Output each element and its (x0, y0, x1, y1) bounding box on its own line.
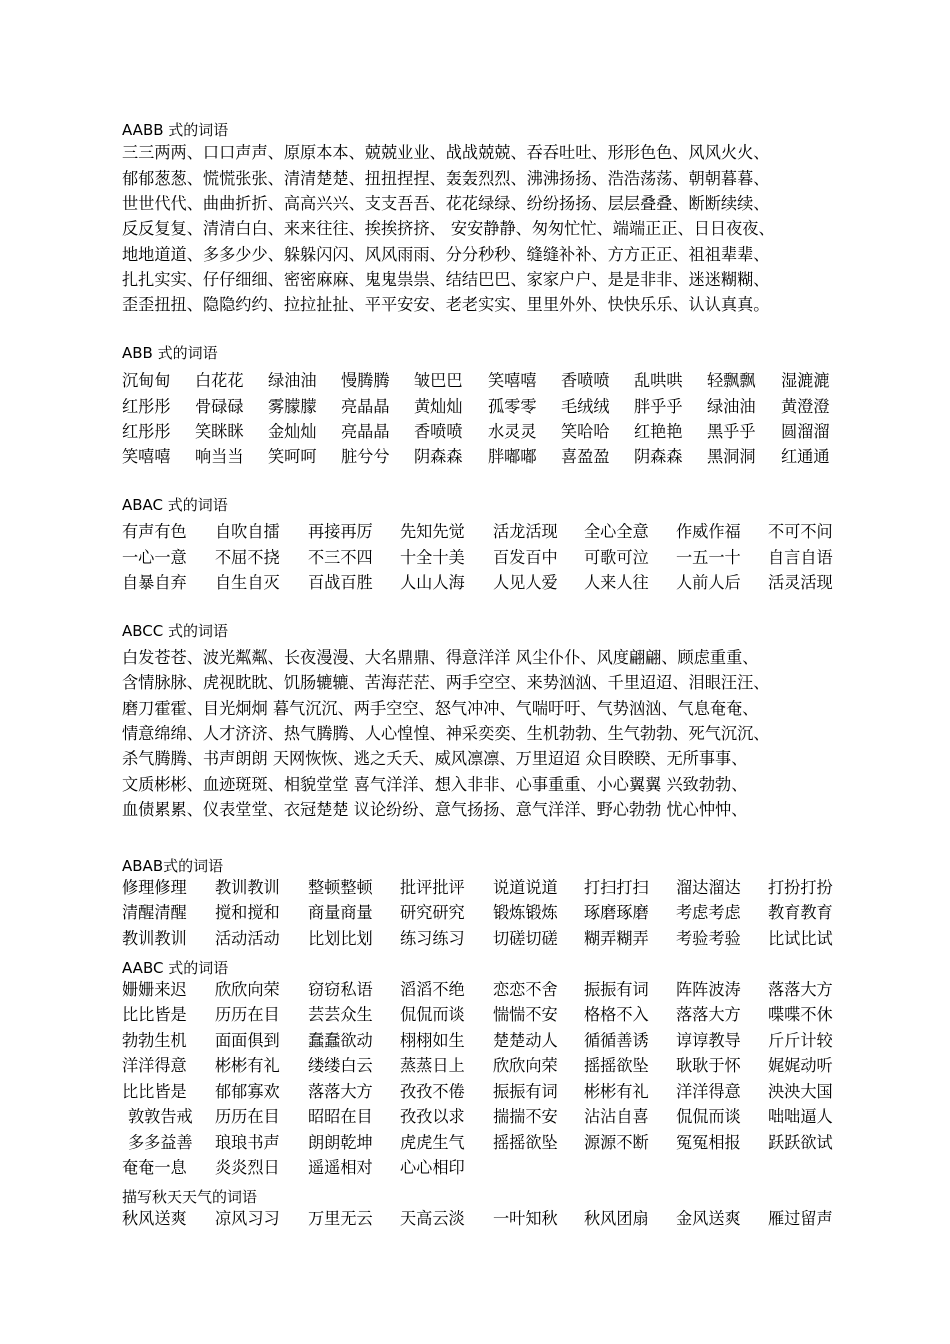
word-cell: 恋恋不舍 (493, 980, 558, 999)
word-cell: 全心全意 (584, 522, 649, 541)
word-cell: 红通通 (781, 447, 830, 466)
word-cell: 洋洋得意 (676, 1082, 741, 1101)
word-cell: 耿耿于怀 (676, 1056, 741, 1075)
word-cell: 跃跃欲试 (768, 1133, 833, 1152)
word-cell: 商量商量 (308, 903, 373, 922)
word-cell: 一心一意 (122, 548, 187, 567)
word-cell: 练习练习 (400, 929, 465, 948)
word-cell: 皱巴巴 (414, 371, 463, 390)
word-cell: 一叶知秋 (493, 1209, 558, 1228)
text-line: 郁郁葱葱、慌慌张张、清清楚楚、扭扭捏捏、轰轰烈烈、沸沸扬扬、浩浩荡荡、朝朝暮暮、 (122, 169, 770, 188)
word-cell: 香喷喷 (414, 422, 463, 441)
word-cell: 侃侃而谈 (676, 1107, 741, 1126)
word-cell: 打扮打扮 (768, 878, 833, 897)
word-cell: 沾沾自喜 (584, 1107, 649, 1126)
word-cell: 喜盈盈 (561, 447, 610, 466)
word-cell: 响当当 (195, 447, 244, 466)
word-cell: 教训教训 (122, 929, 187, 948)
word-cell: 面面俱到 (215, 1031, 280, 1050)
word-cell: 雁过留声 (768, 1209, 833, 1228)
word-cell: 勃勃生机 (122, 1031, 187, 1050)
word-cell: 自生自灭 (215, 573, 280, 592)
word-cell: 秋风团扇 (584, 1209, 649, 1228)
word-cell: 彬彬有礼 (215, 1056, 280, 1075)
word-cell: 惴惴不安 (493, 1005, 558, 1024)
word-cell: 比划比划 (308, 929, 373, 948)
text-line: 文质彬彬、血迹斑斑、相貌堂堂 喜气洋洋、想入非非、心事重重、小心翼翼 兴致勃勃、 (122, 775, 748, 794)
word-cell: 遥遥相对 (308, 1158, 373, 1177)
word-cell: 亮晶晶 (341, 422, 390, 441)
text-line: 磨刀霍霍、目光炯炯 暮气沉沉、两手空空、怒气冲冲、气喘吁吁、气势汹汹、气息奄奄、 (122, 699, 759, 718)
word-cell: 教训教训 (215, 878, 280, 897)
word-cell: 十全十美 (400, 548, 465, 567)
word-cell: 落落大方 (308, 1082, 373, 1101)
word-cell: 欣欣向荣 (493, 1056, 558, 1075)
section-title-aabb: AABB 式的词语 (122, 121, 229, 139)
word-cell: 万里无云 (308, 1209, 373, 1228)
word-cell: 振振有词 (493, 1082, 558, 1101)
word-cell: 笑嘻嘻 (122, 447, 171, 466)
word-cell: 泱泱大国 (768, 1082, 833, 1101)
word-cell: 孜孜以求 (400, 1107, 465, 1126)
word-cell: 凉风习习 (215, 1209, 280, 1228)
word-cell: 笑呵呵 (268, 447, 317, 466)
word-cell: 自暴自弃 (122, 573, 187, 592)
word-cell: 搅和搅和 (215, 903, 280, 922)
word-cell: 溜达溜达 (676, 878, 741, 897)
word-cell: 活灵活现 (768, 573, 833, 592)
word-cell: 比比皆是 (122, 1082, 187, 1101)
word-cell: 不三不四 (308, 548, 373, 567)
word-cell: 楚楚动人 (493, 1031, 558, 1050)
word-cell: 考验考验 (676, 929, 741, 948)
section-title-abab: ABAB式的词语 (122, 857, 224, 875)
text-line: 情意绵绵、人才济济、热气腾腾、人心惶惶、神采奕奕、生机勃勃、生气勃勃、死气沉沉、 (122, 724, 770, 743)
word-cell: 雾朦朦 (268, 397, 317, 416)
word-cell: 沉甸甸 (122, 371, 171, 390)
word-cell: 考虑考虑 (676, 903, 741, 922)
word-cell: 芸芸众生 (308, 1005, 373, 1024)
word-cell: 振振有词 (584, 980, 649, 999)
word-cell: 糊弄糊弄 (584, 929, 649, 948)
word-cell: 谆谆教导 (676, 1031, 741, 1050)
word-cell: 冤冤相报 (676, 1133, 741, 1152)
word-cell: 红彤彤 (122, 397, 171, 416)
word-cell: 批评批评 (400, 878, 465, 897)
word-cell: 说道说道 (493, 878, 558, 897)
word-cell: 琢磨琢磨 (584, 903, 649, 922)
word-cell: 研究研究 (400, 903, 465, 922)
word-cell: 白花花 (195, 371, 244, 390)
word-cell: 不屈不挠 (215, 548, 280, 567)
word-cell: 欣欣向荣 (215, 980, 280, 999)
word-cell: 比试比试 (768, 929, 833, 948)
word-cell: 人来人往 (584, 573, 649, 592)
word-cell: 窃窃私语 (308, 980, 373, 999)
word-cell: 源源不断 (584, 1133, 649, 1152)
word-cell: 斤斤计较 (768, 1031, 833, 1050)
word-cell: 活动活动 (215, 929, 280, 948)
word-cell: 孤零零 (488, 397, 537, 416)
word-cell: 敦敦告戒 (128, 1107, 193, 1126)
word-cell: 蒸蒸日上 (400, 1056, 465, 1075)
word-cell: 整顿整顿 (308, 878, 373, 897)
word-cell: 琅琅书声 (215, 1133, 280, 1152)
section-title-abcc: ABCC 式的词语 (122, 622, 229, 640)
word-cell: 历历在目 (215, 1005, 280, 1024)
word-cell: 不可不问 (768, 522, 833, 541)
word-cell: 慢腾腾 (341, 371, 390, 390)
word-cell: 毛绒绒 (561, 397, 610, 416)
word-cell: 打扫打扫 (584, 878, 649, 897)
word-cell: 黑洞洞 (707, 447, 756, 466)
word-cell: 落落大方 (768, 980, 833, 999)
section-title-autumn: 描写秋天天气的词语 (122, 1188, 258, 1206)
word-cell: 红艳艳 (634, 422, 683, 441)
section-title-abac: ABAC 式的词语 (122, 496, 228, 514)
word-cell: 奄奄一息 (122, 1158, 187, 1177)
word-cell: 栩栩如生 (400, 1031, 465, 1050)
word-cell: 香喷喷 (561, 371, 610, 390)
word-cell: 循循善诱 (584, 1031, 649, 1050)
word-cell: 蠢蠢欲动 (308, 1031, 373, 1050)
word-cell: 昭昭在目 (308, 1107, 373, 1126)
word-cell: 历历在目 (215, 1107, 280, 1126)
word-cell: 锻炼锻炼 (493, 903, 558, 922)
word-cell: 黑乎乎 (707, 422, 756, 441)
section-title-aabc: AABC 式的词语 (122, 959, 229, 977)
text-line: 杀气腾腾、书声朗朗 天网恢恢、逃之夭夭、威风凛凛、万里迢迢 众目睽睽、无所事事、 (122, 749, 748, 768)
text-line: 歪歪扭扭、隐隐约约、拉拉扯扯、平平安安、老老实实、里里外外、快快乐乐、认认真真。 (122, 295, 770, 314)
word-cell: 可歌可泣 (584, 548, 649, 567)
text-line: 地地道道、多多少少、躲躲闪闪、风风雨雨、分分秒秒、缝缝补补、方方正正、祖祖辈辈、 (122, 245, 770, 264)
word-cell: 笑哈哈 (561, 422, 610, 441)
word-cell: 脏兮兮 (341, 447, 390, 466)
word-cell: 自吹自擂 (215, 522, 280, 541)
word-cell: 炎炎烈日 (215, 1158, 280, 1177)
text-line: 血债累累、仪表堂堂、衣冠楚楚 议论纷纷、意气扬扬、意气洋洋、野心勃勃 忧心忡忡、 (122, 800, 748, 819)
word-cell: 湿漉漉 (781, 371, 830, 390)
word-cell: 格格不入 (584, 1005, 649, 1024)
word-cell: 一五一十 (676, 548, 741, 567)
word-cell: 娓娓动听 (768, 1056, 833, 1075)
word-cell: 心心相印 (400, 1158, 465, 1177)
section-title-abb: ABB 式的词语 (122, 344, 218, 362)
word-cell: 活龙活现 (493, 522, 558, 541)
word-cell: 教育教育 (768, 903, 833, 922)
text-line: 反反复复、清清白白、来来往往、挨挨挤挤、 安安静静、匆匆忙忙、端端正正、日日夜夜、 (122, 219, 775, 238)
word-cell: 孜孜不倦 (400, 1082, 465, 1101)
word-cell: 人前人后 (676, 573, 741, 592)
word-cell: 朗朗乾坤 (308, 1133, 373, 1152)
word-cell: 姗姗来迟 (122, 980, 187, 999)
word-cell: 秋风送爽 (122, 1209, 187, 1228)
word-cell: 轻飘飘 (707, 371, 756, 390)
word-cell: 人见人爱 (493, 573, 558, 592)
word-cell: 水灵灵 (488, 422, 537, 441)
word-cell: 有声有色 (122, 522, 187, 541)
text-line: 三三两两、口口声声、原原本本、兢兢业业、战战兢兢、吞吞吐吐、形形色色、风风火火、 (122, 143, 770, 162)
word-cell: 绿油油 (707, 397, 756, 416)
word-cell: 虎虎生气 (400, 1133, 465, 1152)
text-line: 世世代代、曲曲折折、高高兴兴、支支吾吾、花花绿绿、纷纷扬扬、层层叠叠、断断续续、 (122, 194, 770, 213)
word-cell: 笑嘻嘻 (488, 371, 537, 390)
word-cell: 阵阵波涛 (676, 980, 741, 999)
word-cell: 修理修理 (122, 878, 187, 897)
word-cell: 缕缕白云 (308, 1056, 373, 1075)
text-line: 含情脉脉、虎视眈眈、饥肠辘辘、苦海茫茫、两手空空、来势汹汹、千里迢迢、泪眼汪汪、 (122, 673, 770, 692)
word-cell: 摇摇欲坠 (584, 1056, 649, 1075)
word-cell: 圆溜溜 (781, 422, 830, 441)
word-cell: 阴森森 (414, 447, 463, 466)
word-cell: 清醒清醒 (122, 903, 187, 922)
word-cell: 郁郁寡欢 (215, 1082, 280, 1101)
word-cell: 彬彬有礼 (584, 1082, 649, 1101)
word-cell: 多多益善 (128, 1133, 193, 1152)
text-line: 白发苍苍、波光粼粼、长夜漫漫、大名鼎鼎、得意洋洋 风尘仆仆、风度翩翩、顾虑重重、 (122, 648, 759, 667)
word-cell: 先知先觉 (400, 522, 465, 541)
word-cell: 金风送爽 (676, 1209, 741, 1228)
word-cell: 咄咄逼人 (768, 1107, 833, 1126)
text-line: 扎扎实实、仔仔细细、密密麻麻、鬼鬼祟祟、结结巴巴、家家户户、是是非非、迷迷糊糊、 (122, 270, 770, 289)
word-cell: 比比皆是 (122, 1005, 187, 1024)
word-cell: 切磋切磋 (493, 929, 558, 948)
word-cell: 喋喋不休 (768, 1005, 833, 1024)
word-cell: 笑眯眯 (195, 422, 244, 441)
word-cell: 自言自语 (768, 548, 833, 567)
word-cell: 百战百胜 (308, 573, 373, 592)
word-cell: 乱哄哄 (634, 371, 683, 390)
word-cell: 胖嘟嘟 (488, 447, 537, 466)
word-cell: 亮晶晶 (341, 397, 390, 416)
word-cell: 洋洋得意 (122, 1056, 187, 1075)
word-cell: 作威作福 (676, 522, 741, 541)
word-cell: 天高云淡 (400, 1209, 465, 1228)
word-cell: 揣揣不安 (493, 1107, 558, 1126)
word-cell: 胖乎乎 (634, 397, 683, 416)
word-cell: 落落大方 (676, 1005, 741, 1024)
word-cell: 百发百中 (493, 548, 558, 567)
word-cell: 黄澄澄 (781, 397, 830, 416)
word-cell: 摇摇欲坠 (493, 1133, 558, 1152)
word-cell: 阴森森 (634, 447, 683, 466)
word-cell: 金灿灿 (268, 422, 317, 441)
word-cell: 再接再厉 (308, 522, 373, 541)
word-cell: 滔滔不绝 (400, 980, 465, 999)
word-cell: 绿油油 (268, 371, 317, 390)
word-cell: 黄灿灿 (414, 397, 463, 416)
word-cell: 骨碌碌 (195, 397, 244, 416)
word-cell: 红彤彤 (122, 422, 171, 441)
word-cell: 侃侃而谈 (400, 1005, 465, 1024)
word-cell: 人山人海 (400, 573, 465, 592)
